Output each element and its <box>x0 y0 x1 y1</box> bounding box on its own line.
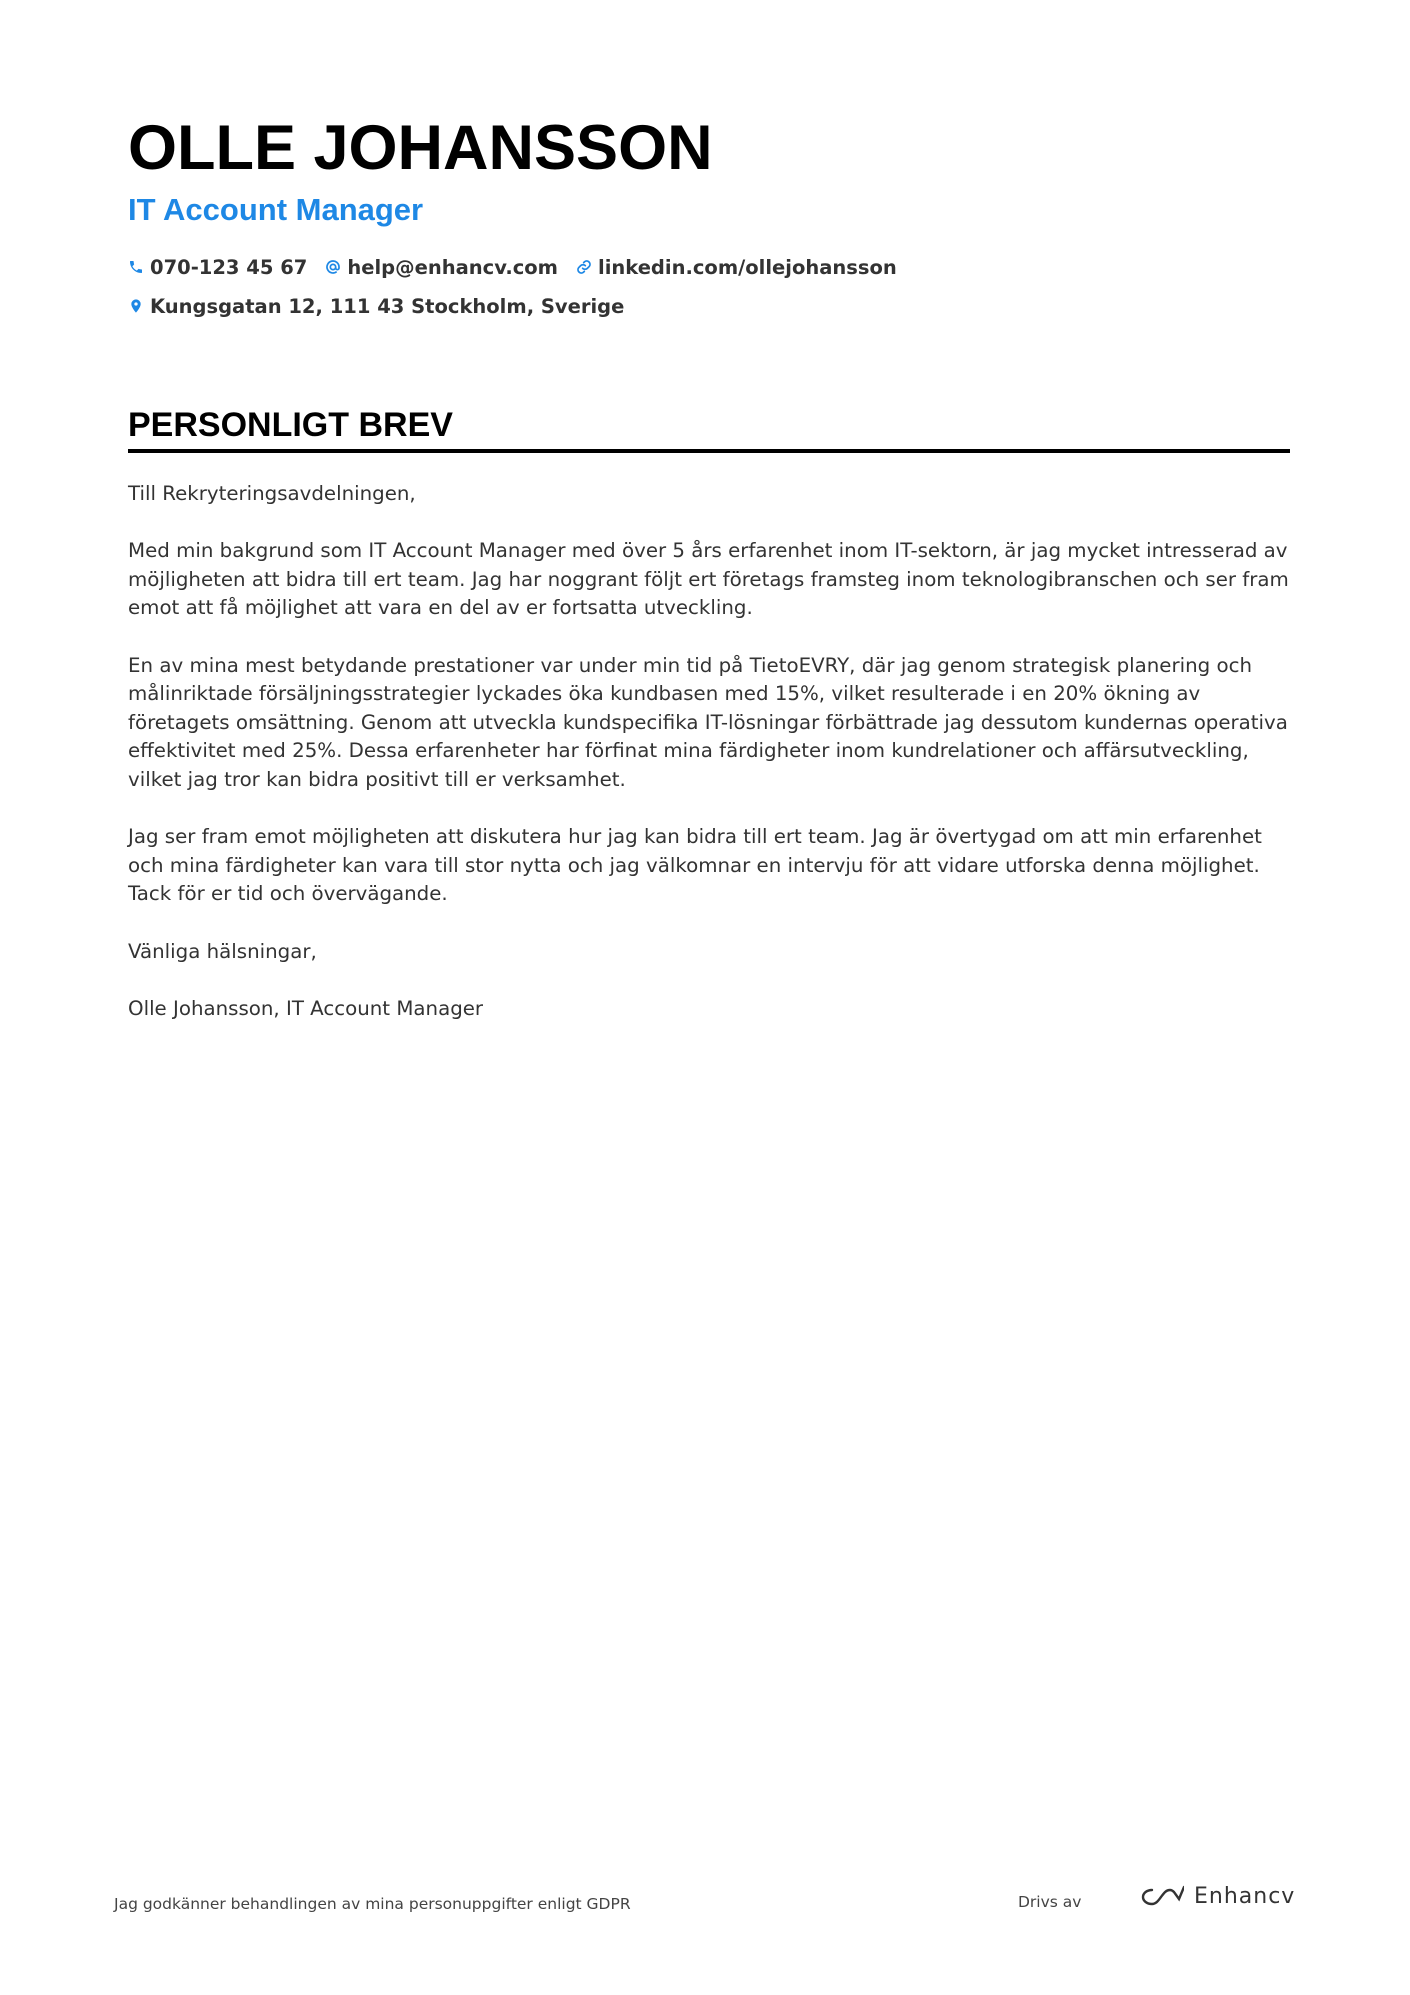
letter-greeting: Till Rekryteringsavdelningen, <box>128 482 416 505</box>
gdpr-consent: Jag godkänner behandlingen av mina personuppgifter enligt GDPR <box>114 1895 631 1913</box>
at-icon <box>325 259 341 275</box>
linkedin-contact[interactable] <box>576 256 897 279</box>
phone-text: 070-123 45 67 <box>150 255 308 279</box>
letter-closing: Vänliga hälsningar, <box>128 939 317 963</box>
powered-by-label: Drivs av <box>1018 1893 1082 1911</box>
enhancv-brand-text: Enhancv <box>1194 1884 1296 1909</box>
contact-row <box>128 254 915 280</box>
job-title: IT Account Manager <box>128 192 424 227</box>
address-text: Kungsgatan 12, 111 43 Stockholm, Sverige <box>150 294 625 318</box>
address-contact <box>128 295 624 318</box>
letter-body <box>128 480 1290 1052</box>
phone-contact[interactable] <box>128 256 307 279</box>
linkedin-text: linkedin.com/ollejohansson <box>598 255 897 279</box>
enhancv-logo-icon <box>1138 1885 1184 1909</box>
phone-icon <box>128 259 144 275</box>
location-pin-icon <box>128 298 144 314</box>
letter-paragraph: En av mina mest betydande prestationer var under min tid på TietoEVRY, där jag genom strategisk planering och målinriktade försäljningsstrategier lyckades öka kundbasen med 15%, vilket resulterade i en 20% ökning av företagets omsättning. Genom att utveckla kundspecifika IT-lösningar förbättrade jag dessutom kundernas operativa effektivitet med 25%. Dessa erfarenheter har förfinat mina färdigheter inom kundrelationer och affärsutveckling, vilket jag tror kan bidra positivt till er verksamhet. <box>128 653 1288 791</box>
letter-paragraph: Med min bakgrund som IT Account Manager med över 5 års erfarenhet inom IT-sektorn, är jag mycket intresserad av möjligheten att bidra till ert team. Jag har noggrant följt ert företags framsteg inom teknologibranschen och ser fram emot att få möjlighet att vara en del av er fortsatta utveckling. <box>128 539 1289 620</box>
section-divider <box>128 449 1290 453</box>
letter-paragraph: Jag ser fram emot möjligheten att diskutera hur jag kan bidra till ert team. Jag är övertygad om att min erfarenhet och mina färdigheter kan vara till stor nytta och jag välkomnar en intervju för att vidare utforska denna möjlighet. Tack för er tid och övervägande. <box>128 825 1262 906</box>
enhancv-logo[interactable] <box>1138 1884 1295 1909</box>
link-icon <box>576 259 592 275</box>
email-contact[interactable] <box>325 256 558 279</box>
email-text: help@enhancv.com <box>347 255 559 279</box>
applicant-name: OLLE JOHANSSON <box>128 113 713 183</box>
letter-signature: Olle Johansson, IT Account Manager <box>128 996 484 1020</box>
section-heading: PERSONLIGT BREV <box>128 406 453 444</box>
address-row <box>128 293 642 319</box>
